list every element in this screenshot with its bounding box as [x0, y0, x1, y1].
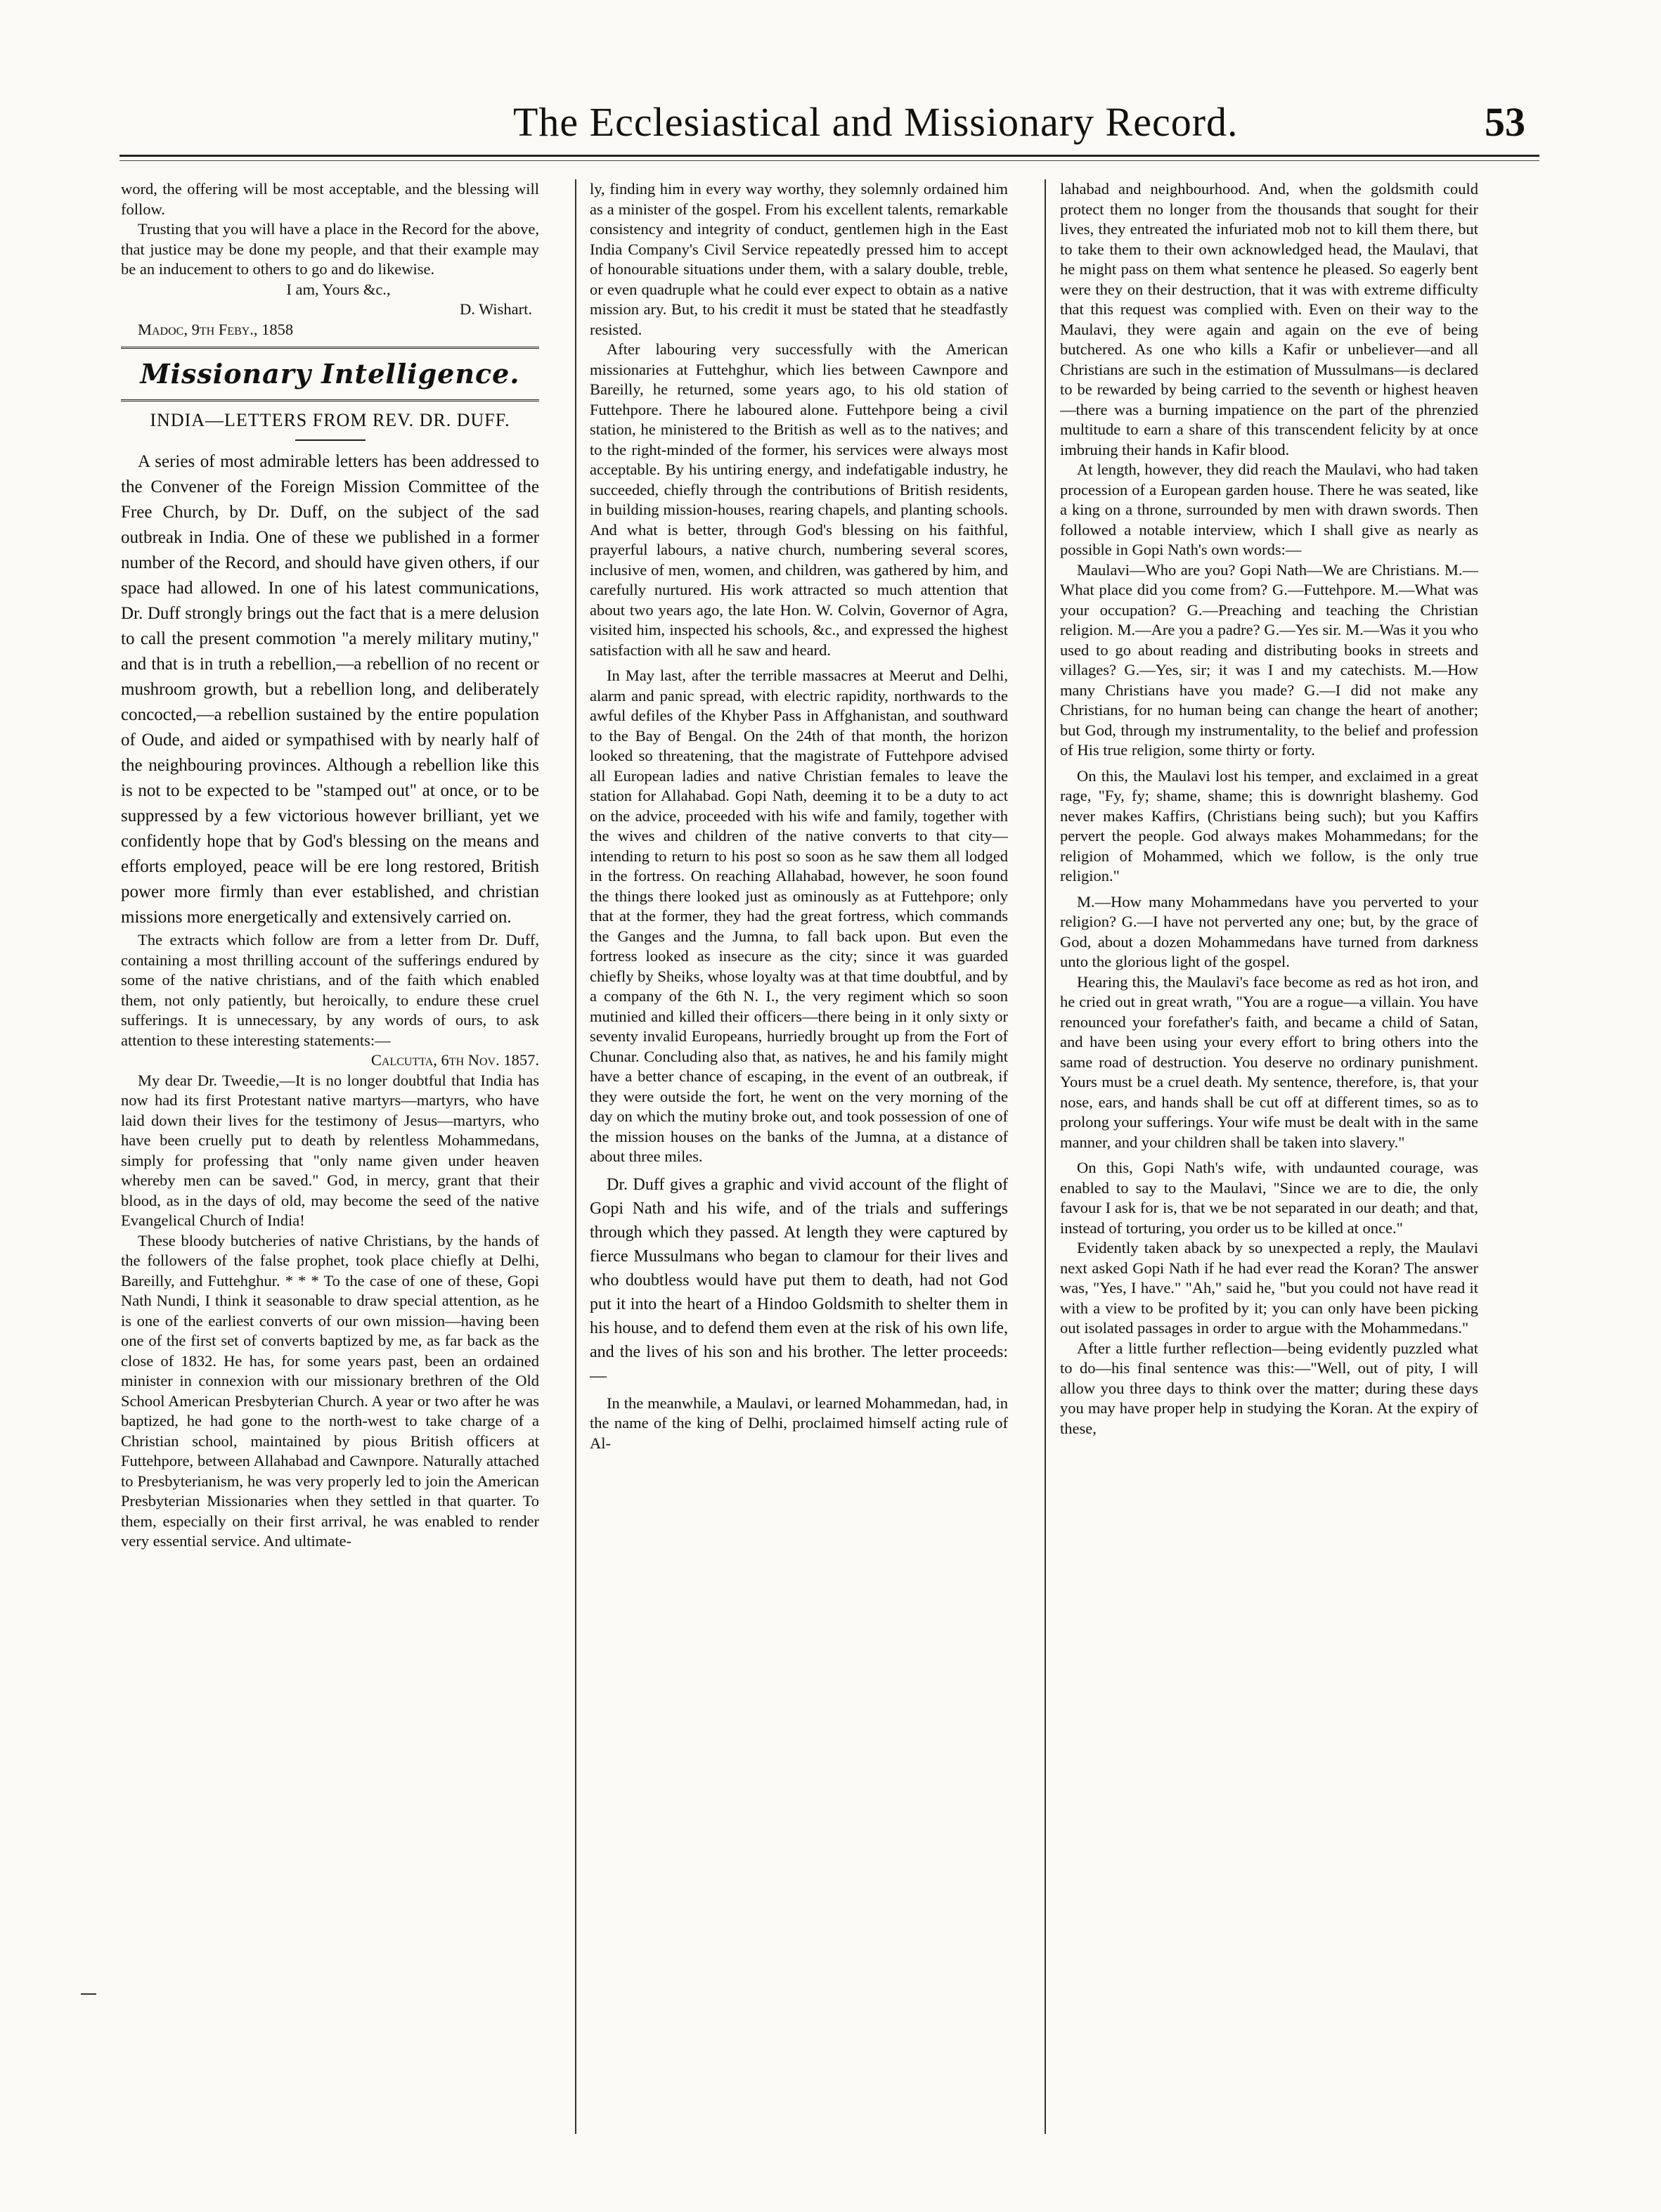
dateline: Madoc, 9th Feby., 1858 — [138, 320, 294, 338]
column-divider — [1045, 179, 1046, 2134]
paragraph: After labouring very successfully with the American missionaries at Futtehghur, which lies between Cawnpore and Bareilly, he returned, some years ago, to his old station of Futtehpore. There he laboured alone. Futtehpore being a civil station, he ministered to the British as well as to the natives; and to the right-minded of the former, his services were always most acceptable. By his untiring energy, and indefatigable industry, he succeeded, chiefly through the contributions of British residents, in building mission-houses, rearing chapels, and planting schools. And what is better, through God's blessing on his faithful, prayerful labours, a native church, numbering several scores, inclusive of men, women, and children, was gathered by him, and carefully nurtured. His work attracted so much attention that about two years ago, the late Hon. W. Colvin, Governor of Agra, visited him, inspected his schools, &c., and expressed the highest satisfaction with all he saw and heard. — [590, 340, 1008, 659]
paragraph: lahabad and neighbourhood. And, when the goldsmith could protect them no longer from the thousands that sought for their lives, they entreated the infuriated mob not to kill them there, but to take them to their own acknowledged head, the Maulavi, that he might pass on them what sentence he pleased. So eagerly bent were they on their destruction, that it was with extreme difficulty that this request was complied with. Even on their way to the Maulavi, they were again and again on the eve of being butchered. As one who kills a Kafir or unbeliever—and all Christians are such in the estimation of Mussulmans—is declared to be rewarded by being carried to the seventh or highest heaven—there was a burning impatience on the part of the phrenzied multitude to earn a share of this transcendent felicity by at once imbruing their hands in Kafir blood. — [1060, 180, 1478, 458]
paragraph: Maulavi—Who are you? Gopi Nath—We are Christians. M.—What place did you come from? G.—Futtehpore. M.—What was your occupation? G.—Preaching and teaching the Christian religion. M.—Are you a padre? G.—Yes sir. M.—Was it you who used to go about reading and distributing books in streets and villages? G.—Yes, sir; it was I and my catechists. M.—How many Christians have you made? G.—I did not make any Christians, for no human being can change the heart of another; but God, through my instrumentality, to the belief and profession of His true religion, some thirty or forty. — [1060, 560, 1478, 759]
letter-signoff: I am, Yours &c., — [286, 280, 391, 298]
column-1 — [121, 179, 539, 2134]
margin-mark — [81, 1993, 96, 1995]
section-rule — [121, 399, 539, 401]
paragraph: At length, however, they did reach the Maulavi, who had taken procession of a European garden house. There he was seated, like a king on a throne, surrounded by men with drawn swords. Then followed a notable interview, which I shall give as nearly as possible in Gopi Nath's own words:— — [1060, 461, 1478, 558]
letter-date: Calcutta, 6th Nov. 1857. — [370, 1051, 539, 1069]
paragraph: In the meanwhile, a Maulavi, or learned Mohammedan, had, in the name of the king of Delhi, proclaimed himself acting rule of Al- — [590, 1394, 1008, 1452]
paragraph: ly, finding him in every way worthy, they solemnly ordained him as a minister of the gospel. From his excellent talents, remarkable consistency and integrity of conduct, gentlemen high in the East India Company's Civil Service repeatedly pressed him to accept of honourable situations under them, with a salary double, treble, or even quadruple what he could ever expect to obtain as a native mission ary. But, to his credit it must be stated that he steadfastly resisted. — [590, 180, 1008, 338]
journal-title: The Ecclesiastical and Missionary Record. — [513, 99, 1239, 145]
paragraph: These bloody butcheries of native Christians, by the hands of the followers of the false prophet, took place chiefly at Delhi, Bareilly, and Futtehghur. * * * To the case of one of these, Gopi Nath Nundi, I think it seasonable to draw special attention, as he is one of the earliest converts of our own mission—having been one of the first set of converts baptized by me, as far back as the close of 1832. He has, for some years past, been an ordained minister in connexion with our missionary brethren of the Old School American Presbyterian Church. A year or two after he was baptized, he had gone to the north-west to take charge of a Christian school, maintained by pious British officers at Futtehpore, between Allahabad and Cawnpore. Naturally attached to Presbyterianism, he was very properly led to join the American Presbyterian Missionaries when they settled in that quarter. To them, especially on their first arrival, he was enabled to render very essential service. And ultimate- — [121, 1231, 539, 1550]
paragraph: Hearing this, the Maulavi's face become as red as hot iron, and he cried out in great wrath, "You are a rogue—a villain. You have renounced your forefather's faith, and became a child of Satan, and have been using your every effort to bring others into the same road of destruction. You deserve no ordinary punishment. Yours must be a cruel death. My sentence, therefore, is, that your nose, ears, and hands shall be cut off at different times, so as to prolong your sufferings. Your wife must be dealt with in the same manner, and your children shall be taken into slavery." — [1060, 972, 1478, 1151]
header-rule-thin — [119, 160, 1539, 161]
page-number: 53 — [1485, 99, 1525, 145]
paragraph: word, the offering will be most acceptable, and the blessing will follow. — [121, 180, 539, 218]
paragraph: After a little further reflection—being evidently puzzled what to do—his final sentence was this:—"Well, out of pity, I will allow you three days to think over the matter; during these days you may have proper help in studying the Koran. At the expiry of these, — [1060, 1339, 1478, 1437]
paragraph: On this, the Maulavi lost his temper, and exclaimed in a great rage, "Fy, fy; shame, shame; this is downright blashemy. God never makes Kaffirs, (Christians being such); but you Kaffirs pervert the people. God always makes Mohammedans; for the religion of Mohammed, which we follow, is the only true religion." — [1060, 766, 1478, 885]
paragraph: On this, Gopi Nath's wife, with undaunted courage, was enabled to say to the Maulavi, "Since we are to die, the only favour I ask for is, that we be not separated in our death; and that, instead of torturing, you order us to be killed at once." — [1060, 1159, 1478, 1237]
section-rule — [121, 347, 539, 349]
paragraph: My dear Dr. Tweedie,—It is no longer doubtful that India has now had its first Protestant native martyrs—martyrs, who have laid down their lives for the testimony of Jesus—martyrs, who have been cruelly put to death by relentless Mohammedans, simply for professing that "only name given under heaven whereby men can be saved." God, in mercy, grant that their blood, as in the days of old, may become the seed of the native Evangelical Church of India! — [121, 1071, 539, 1229]
column-3 — [1060, 179, 1478, 2134]
paragraph: Dr. Duff gives a graphic and vivid account of the flight of Gopi Nath and his wife, and of the trials and sufferings through which they passed. At length they were captured by fierce Mussulmans who began to clamour for their lives and who doubtless would have put them to death, had not God put it into the heart of a Hindoo Goldsmith to shelter them in his house, and to defend them even at the risk of his own life, and the lives of his son and his brother. The letter proceeds:— — [590, 1175, 1008, 1385]
column-divider — [575, 179, 576, 2134]
paragraph: Evidently taken aback by so unexpected a reply, the Maulavi next asked Gopi Nath if he had ever read the Koran? The answer was, "Yes, I have." "Ah," said he, "but you could not have read it with a view to be profited by it; you can only have been picking out isolated passages in order to argue with the Mohammedans." — [1060, 1239, 1478, 1337]
paragraph: Trusting that you will have a place in the Record for the above, that justice may be done my people, and that their example may be an inducement to others to go and do likewise. — [121, 220, 539, 278]
letter-signature: D. Wishart. — [459, 300, 532, 318]
subheading-rule — [295, 439, 366, 441]
header-rule — [119, 155, 1539, 157]
column-2 — [590, 179, 1008, 2134]
paragraph: A series of most admirable letters has been addressed to the Convener of the Foreign Mission Committee of the Free Church, by Dr. Duff, on the subject of the sad outbreak in India. One of these we published in a former number of the Record, and should have given others, if our space had allowed. In one of his latest communications, Dr. Duff strongly brings out the fact that is a mere delusion to call the present commotion "a merely military mutiny," and that is in truth a rebellion,—a rebellion of no recent or mushroom growth, but a rebellion long, and deliberately concocted,—a rebellion sustained by the entire population of Oude, and aided or sympathised with by nearly half of the neighbouring provinces. Although a rebellion like this is not to be expected to be "stamped out" at once, or to be suppressed by a few victorious however brilliant, yet we confidently hope that by God's blessing on the means and efforts employed, peace will be ere long restored, British power more firmly than ever established, and christian missions more energetically and extensively carried on. — [121, 452, 539, 927]
paragraph: M.—How many Mohammedans have you perverted to your religion? G.—I have not perverted any one; but, by the grace of God, about a dozen Mohammedans have turned from darkness unto the glorious light of the gospel. — [1060, 892, 1478, 970]
section-heading: Missionary Intelligence. — [140, 358, 520, 390]
paragraph: The extracts which follow are from a letter from Dr. Duff, containing a most thrilling account of the sufferings endured by some of the native christians, and of the faith which enabled them, not only patiently, but heroically, to endure these cruel sufferings. It is unnecessary, by any words of ours, to ask attention to these interesting statements:— — [121, 931, 539, 1049]
paragraph: In May last, after the terrible massacres at Meerut and Delhi, alarm and panic spread, with electric rapidity, northwards to the awful defiles of the Khyber Pass in Affghanistan, and southward to the Bay of Bengal. On the 24th of that month, the horizon looked so threatening, that the magistrate of Futtehpore advised all European ladies and native Christian females to leave the station for Allahabad. Gopi Nath, deeming it to be a duty to act on the advice, proceeded with his wife and family, together with the wives and children of the native converts to that city—intending to return to his post so soon as he saw them all lodged in the fortress. On reaching Allahabad, however, he soon found the things there looked just as ominously as at Futtehpore; only that at the former, they had the great fortress, which commands the Ganges and the Jumna, to fall back upon. But even the fortress looked as insecure as the city; since it was guarded chiefly by Sheiks, whose loyalty was at that time doubtful, and by a company of the 6th N. I., the very regiment which so soon mutinied and killed their officers—there being in it only sixty or seventy invalid Europeans, hurriedly brought up from the Fort of Chunar. Concluding also that, as natives, he and his family might have a better chance of escaping, in the event of an outbreak, if they were outside the fort, he went on the very morning of the day on which the mutiny broke out, and took possession of one of the mission houses on the banks of the Jumna, at a distance of about three miles. — [590, 667, 1008, 1165]
article-subheading: INDIA—LETTERS FROM REV. DR. DUFF. — [150, 410, 510, 430]
running-head — [119, 98, 1525, 148]
